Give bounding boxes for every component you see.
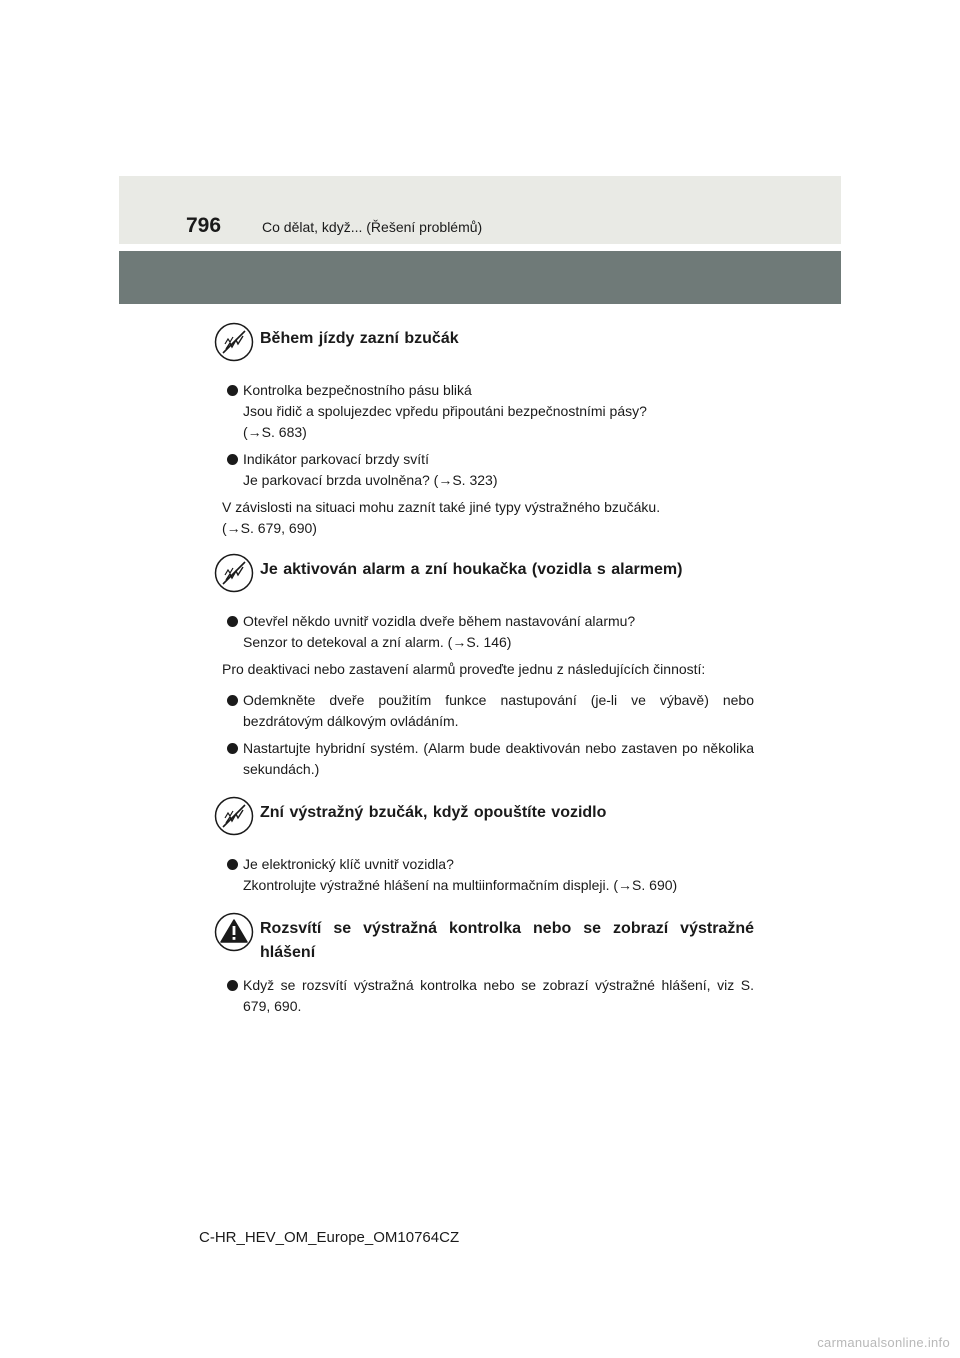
bullet-icon (227, 743, 238, 754)
watermark: carmanualsonline.info (817, 1335, 950, 1350)
list-item: Kontrolka bezpečnostního pásu bliká Jsou řidič a spolujezdec vpředu připoutáni bezpečnostními pásy? (→S. 683) (214, 380, 754, 443)
section-heading (214, 792, 754, 844)
section-title: Rozsvítí se výstražná kontrolka nebo se zobrazí výstražné hlášení (260, 920, 754, 961)
bullet-icon (227, 980, 238, 991)
list-item: Odemkněte dveře použitím funkce nastupování (je-li ve výbavě) nebo bezdrátovým dálkovým ovládáním. (214, 690, 754, 732)
section-heading (214, 908, 754, 965)
bullet-icon (227, 695, 238, 706)
warning-sound-icon (214, 796, 254, 836)
exclamation-warning-icon (214, 912, 254, 952)
section-bar (119, 251, 841, 304)
list-item: Indikátor parkovací brzdy svítí Je parkovací brzda uvolněna? (→S. 323) (214, 449, 754, 491)
section-heading (214, 549, 754, 601)
bullet-icon (227, 616, 238, 627)
list-item: Otevřel někdo uvnitř vozidla dveře během nastavování alarmu? Senzor to detekoval a zní alarm. (→S. 146) (214, 611, 754, 653)
note-text: V závislosti na situaci mohu zaznít také jiné typy výstražného bzučáku. (→S. 679, 690) (222, 499, 661, 536)
section-title: Je aktivován alarm a zní houkačka (vozidla s alarmem) (260, 561, 683, 578)
section-title: Během jízdy zazní bzučák (260, 330, 459, 347)
warning-sound-icon (214, 553, 254, 593)
note-text: Pro deaktivaci nebo zastavení alarmů proveďte jednu z následujících činností: (222, 661, 706, 677)
content (214, 318, 754, 1023)
page-number: 796 (186, 214, 222, 237)
list-item: Je elektronický klíč uvnitř vozidla? Zkontrolujte výstražné hlášení na multiinformačním displeji. (→S. 690) (214, 854, 754, 896)
document-code: C-HR_HEV_OM_Europe_OM10764CZ (199, 1229, 460, 1246)
bullet-icon (227, 859, 238, 870)
warning-sound-icon (214, 322, 254, 362)
section-heading (214, 318, 754, 370)
chapter-title: Co dělat, když... (Řešení problémů) (262, 219, 483, 235)
list-item: Nastartujte hybridní systém. (Alarm bude deaktivován nebo zastaven po několika sekundách.) (214, 738, 754, 780)
list-item: Když se rozsvítí výstražná kontrolka nebo se zobrazí výstražné hlášení, viz S. 679, 690. (214, 975, 754, 1017)
bullet-icon (227, 454, 238, 465)
section-title: Zní výstražný bzučák, když opouštíte vozidlo (260, 804, 607, 821)
bullet-icon (227, 385, 238, 396)
